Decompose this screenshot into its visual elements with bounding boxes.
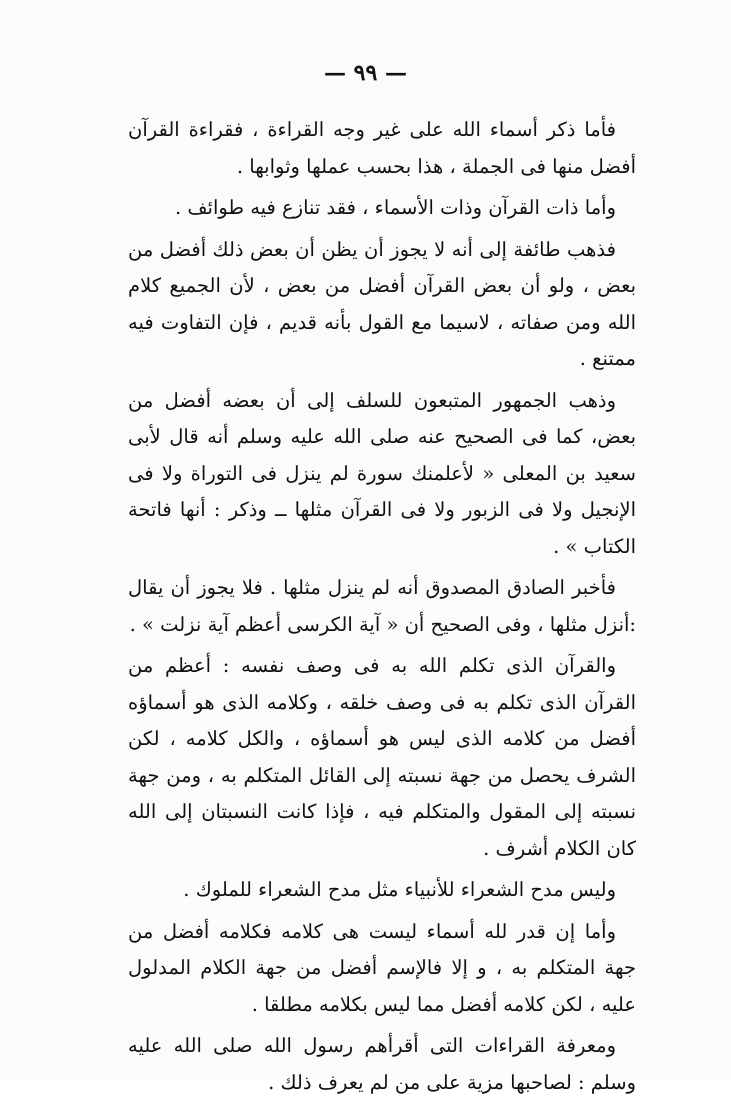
paragraph: وذهب الجمهور المتبعون للسلف إلى أن بعضه أفضل من بعض، كما فى الصحيح عنه صلى الله عليه وسلم أنه قال لأبى سعيد بن المعلى « لأعلمنك سورة لم ينزل فى التوراة ولا فى الإنجيل ولا فى الزبور ولا فى القرآن مثلها ــ وذكر : أنها فاتحة الكتاب » .	[128, 388, 637, 558]
paragraph: والقرآن الذى تكلم الله به فى وصف نفسه : أعظم من القرآن الذى تكلم به فى وصف خلقه ، وكلامه الذى هو أسماؤه أفضل من كلامه الذى ليس هو أسماؤه ، والكل كلامه ، لكن الشرف يحصل من جهة نسبته إلى القائل المتكلم به ، ومن جهة نسبته إلى المقول والمتكلم فيه ، فإذا كانت النسبتان إلى الله كان الكلام أشرف .	[128, 654, 636, 860]
paragraph: فأخبر الصادق المصدوق أنه لم ينزل مثلها . فلا يجوز أن يقال :أنزل مثلها ، وفى الصحيح أن « آية الكرسى أعظم آية نزلت » .	[128, 576, 636, 636]
paragraph: وأما ذات القرآن وذات الأسماء ، فقد تنازع فيه طوائف .	[174, 196, 616, 219]
paragraph: وليس مدح الشعراء للأنبياء مثل مدح الشعراء للملوك .	[183, 878, 616, 901]
paragraph: ومعرفة القراءات التى أقرأهم رسول الله صلى الله عليه وسلم : لصاحبها مزية على من لم يعرف ذلك .	[128, 1034, 636, 1094]
page-number: — ٩٩ —	[324, 60, 407, 86]
paragraph: فأما ذكر أسماء الله على غير وجه القراءة ، فقراءة القرآن أفضل منها فى الجملة ، هذا بحسب عملها وثوابها .	[128, 118, 636, 178]
paragraph: فذهب طائفة إلى أنه لا يجوز أن يظن أن بعض ذلك أفضل من بعض ، ولو أن بعض القرآن أفضل من بعض ، لأن الجميع كلام الله ومن صفاته ، لاسيما مع القول بأنه قديم ، فإن التفاوت فيه ممتنع .	[128, 237, 636, 370]
page-text	[128, 112, 636, 1106]
paragraph: وأما إن قدر لله أسماء ليست هى كلامه فكلامه أفضل من جهة المتكلم به ، و إلا فالإسم أفضل من جهة الكلام المدلول عليه ، لكن كلامه أفضل مما ليس بكلامه مطلقا .	[128, 919, 636, 1016]
